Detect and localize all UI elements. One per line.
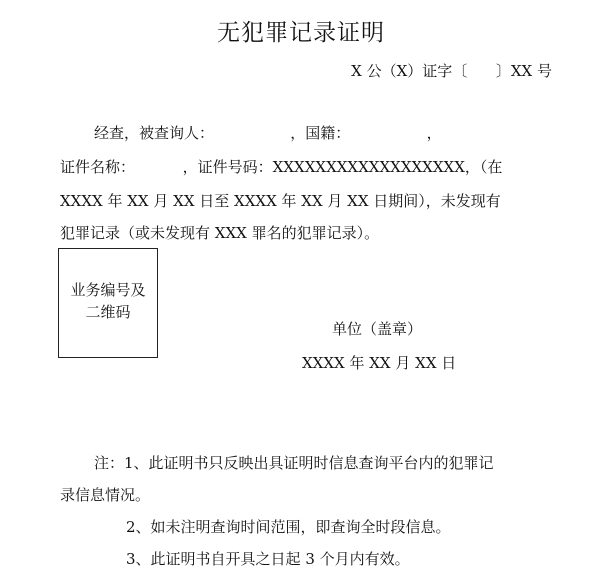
body-line-3: XXXX 年 XX 月 XX 日至 XXXX 年 XX 月 XX 日期间），未发现有 [60,192,501,210]
body-line-1: 经查，被查询人： ，国籍： ， [94,124,442,142]
issuing-unit-seal: 单位（盖章） [332,320,423,338]
note-1-line-2: 录信息情况。 [60,486,151,504]
body-line-4: 犯罪记录（或未发现有 XXX 罪名的犯罪记录）。 [60,224,380,242]
business-number-qr-label: 业务编号及二维码 [70,281,146,321]
note-1-line-1: 注：1、此证明书只反映出具证明时信息查询平台内的犯罪记 [94,454,494,472]
business-number-qr-box [58,248,158,358]
issue-date: XXXX 年 XX 月 XX 日 [302,354,457,372]
document-title: 无犯罪记录证明 [217,20,385,46]
note-2: 2、如未注明查询时间范围，即查询全时段信息。 [126,518,451,536]
body-line-2: 证件名称： ，证件号码：XXXXXXXXXXXXXXXXXX，（在 [60,158,503,176]
certificate-number: X 公（X）证字〔 〕XX 号 [351,62,552,80]
note-3: 3、此证明书自开具之日起 3 个月内有效。 [126,550,410,568]
